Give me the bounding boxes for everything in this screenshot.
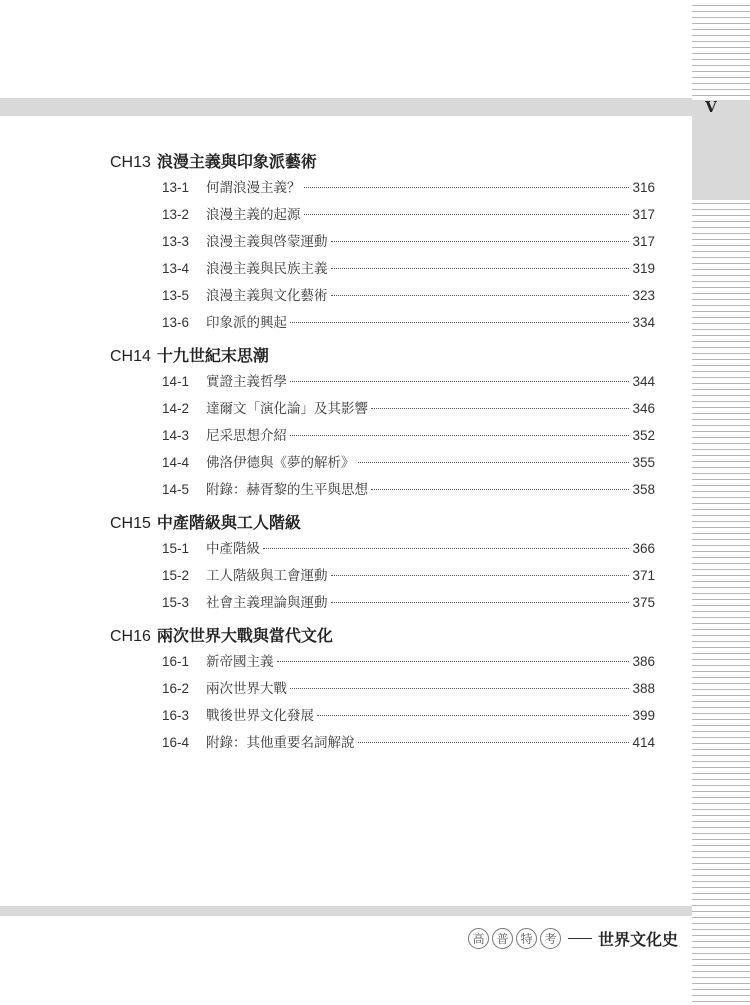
chapter-heading[interactable]	[110, 511, 655, 535]
dot-leader	[304, 187, 630, 188]
entry-title: 兩次世界大戰	[206, 681, 287, 697]
chapter-heading[interactable]	[110, 344, 655, 368]
chapter-code: CH14	[110, 348, 151, 365]
dot-leader	[371, 489, 629, 490]
toc-entry[interactable]	[162, 255, 655, 282]
entry-title: 浪漫主義與啓蒙運動	[206, 234, 328, 250]
entry-number: 14-3	[162, 428, 190, 443]
entry-page: 346	[632, 401, 655, 416]
entry-title: 附錄：赫胥黎的生平與思想	[206, 482, 368, 498]
dot-leader	[331, 241, 630, 242]
entry-number: 16-1	[162, 654, 190, 669]
chapter-title: 中產階級與工人階級	[156, 513, 301, 532]
dot-leader	[263, 548, 629, 549]
book-title: 世界文化史	[598, 929, 679, 949]
entry-title: 印象派的興起	[206, 315, 287, 331]
header-band	[0, 98, 692, 116]
toc-entry[interactable]	[162, 228, 655, 255]
chapter-14	[110, 344, 655, 503]
dot-leader	[358, 462, 630, 463]
toc-entry[interactable]	[162, 535, 655, 562]
chapter-code: CH13	[110, 154, 151, 171]
entry-page: 375	[632, 595, 655, 610]
page-number: V	[705, 98, 717, 116]
toc-entry[interactable]	[162, 282, 655, 309]
toc-entry[interactable]	[162, 201, 655, 228]
entry-number: 16-3	[162, 708, 190, 723]
toc-entry[interactable]	[162, 702, 655, 729]
entry-page: 317	[632, 234, 655, 249]
entry-title: 工人階級與工會運動	[206, 568, 328, 584]
entry-title: 中產階級	[206, 541, 260, 557]
dash-divider	[568, 938, 592, 939]
footer	[468, 926, 678, 950]
dot-leader	[290, 688, 629, 689]
entry-number: 14-2	[162, 401, 190, 416]
entry-page: 371	[632, 568, 655, 583]
chapter-13	[110, 150, 655, 336]
toc-entry[interactable]	[162, 675, 655, 702]
entry-number: 15-1	[162, 541, 190, 556]
chapter-code: CH15	[110, 515, 151, 532]
entry-page: 344	[632, 374, 655, 389]
dot-leader	[331, 295, 630, 296]
chapter-16	[110, 624, 655, 756]
toc-entry[interactable]	[162, 589, 655, 616]
toc-entry[interactable]	[162, 729, 655, 756]
dot-leader	[304, 214, 630, 215]
series-char: 高	[468, 928, 489, 949]
entry-title: 戰後世界文化發展	[206, 708, 314, 724]
entry-title: 實證主義哲學	[206, 374, 287, 390]
entry-number: 13-2	[162, 207, 190, 222]
toc-entry[interactable]	[162, 449, 655, 476]
entry-number: 13-4	[162, 261, 190, 276]
toc-entry[interactable]	[162, 174, 655, 201]
entry-title: 浪漫主義與文化藝術	[206, 288, 328, 304]
entry-page: 399	[632, 708, 655, 723]
entry-number: 15-3	[162, 595, 190, 610]
entry-number: 15-2	[162, 568, 190, 583]
entry-number: 13-3	[162, 234, 190, 249]
dot-leader	[317, 715, 629, 716]
chapter-15	[110, 511, 655, 616]
dot-leader	[290, 435, 629, 436]
entry-page: 317	[632, 207, 655, 222]
dot-leader	[358, 742, 630, 743]
toc-entry[interactable]	[162, 476, 655, 503]
entry-page: 386	[632, 654, 655, 669]
chapter-title: 浪漫主義與印象派藝術	[156, 152, 317, 171]
dot-leader	[331, 268, 630, 269]
entry-page: 352	[632, 428, 655, 443]
entry-page: 358	[632, 482, 655, 497]
entry-number: 13-5	[162, 288, 190, 303]
entry-title: 浪漫主義的起源	[206, 207, 301, 223]
dot-leader	[331, 602, 630, 603]
table-of-contents	[110, 150, 655, 756]
series-char: 特	[516, 928, 537, 949]
dot-leader	[290, 322, 629, 323]
entry-title: 附錄：其他重要名詞解說	[206, 735, 355, 751]
dot-leader	[290, 381, 629, 382]
toc-entry[interactable]	[162, 368, 655, 395]
dot-leader	[331, 575, 630, 576]
entry-title: 浪漫主義與民族主義	[206, 261, 328, 277]
entry-title: 尼采思想介紹	[206, 428, 287, 444]
chapter-code: CH16	[110, 628, 151, 645]
toc-entry[interactable]	[162, 562, 655, 589]
entry-number: 14-4	[162, 455, 190, 470]
entry-page: 366	[632, 541, 655, 556]
entry-title: 佛洛伊德與《夢的解析》	[206, 455, 355, 471]
dot-leader	[277, 661, 630, 662]
entry-number: 16-2	[162, 681, 190, 696]
dot-leader	[371, 408, 629, 409]
toc-entry[interactable]	[162, 395, 655, 422]
entry-page: 319	[632, 261, 655, 276]
entry-page: 334	[632, 315, 655, 330]
entry-title: 達爾文「演化論」及其影響	[206, 401, 368, 417]
entry-page: 388	[632, 681, 655, 696]
entry-page: 323	[632, 288, 655, 303]
entry-title: 新帝國主義	[206, 654, 274, 670]
entry-number: 13-1	[162, 180, 190, 195]
toc-entry[interactable]	[162, 309, 655, 336]
series-char: 考	[540, 928, 561, 949]
toc-entry[interactable]	[162, 648, 655, 675]
entry-number: 16-4	[162, 735, 190, 750]
chapter-heading[interactable]	[110, 150, 655, 174]
entry-number: 14-5	[162, 482, 190, 497]
entry-title: 何謂浪漫主義？	[206, 180, 301, 196]
entry-number: 14-1	[162, 374, 190, 389]
entry-page: 316	[632, 180, 655, 195]
entry-page: 355	[632, 455, 655, 470]
toc-entry[interactable]	[162, 422, 655, 449]
entry-number: 13-6	[162, 315, 190, 330]
chapter-title: 兩次世界大戰與當代文化	[156, 626, 333, 645]
entry-page: 414	[632, 735, 655, 750]
entry-title: 社會主義理論與運動	[206, 595, 328, 611]
chapter-heading[interactable]	[110, 624, 655, 648]
footer-band	[0, 906, 692, 916]
series-char: 普	[492, 928, 513, 949]
chapter-title: 十九世紀末思潮	[156, 346, 269, 365]
